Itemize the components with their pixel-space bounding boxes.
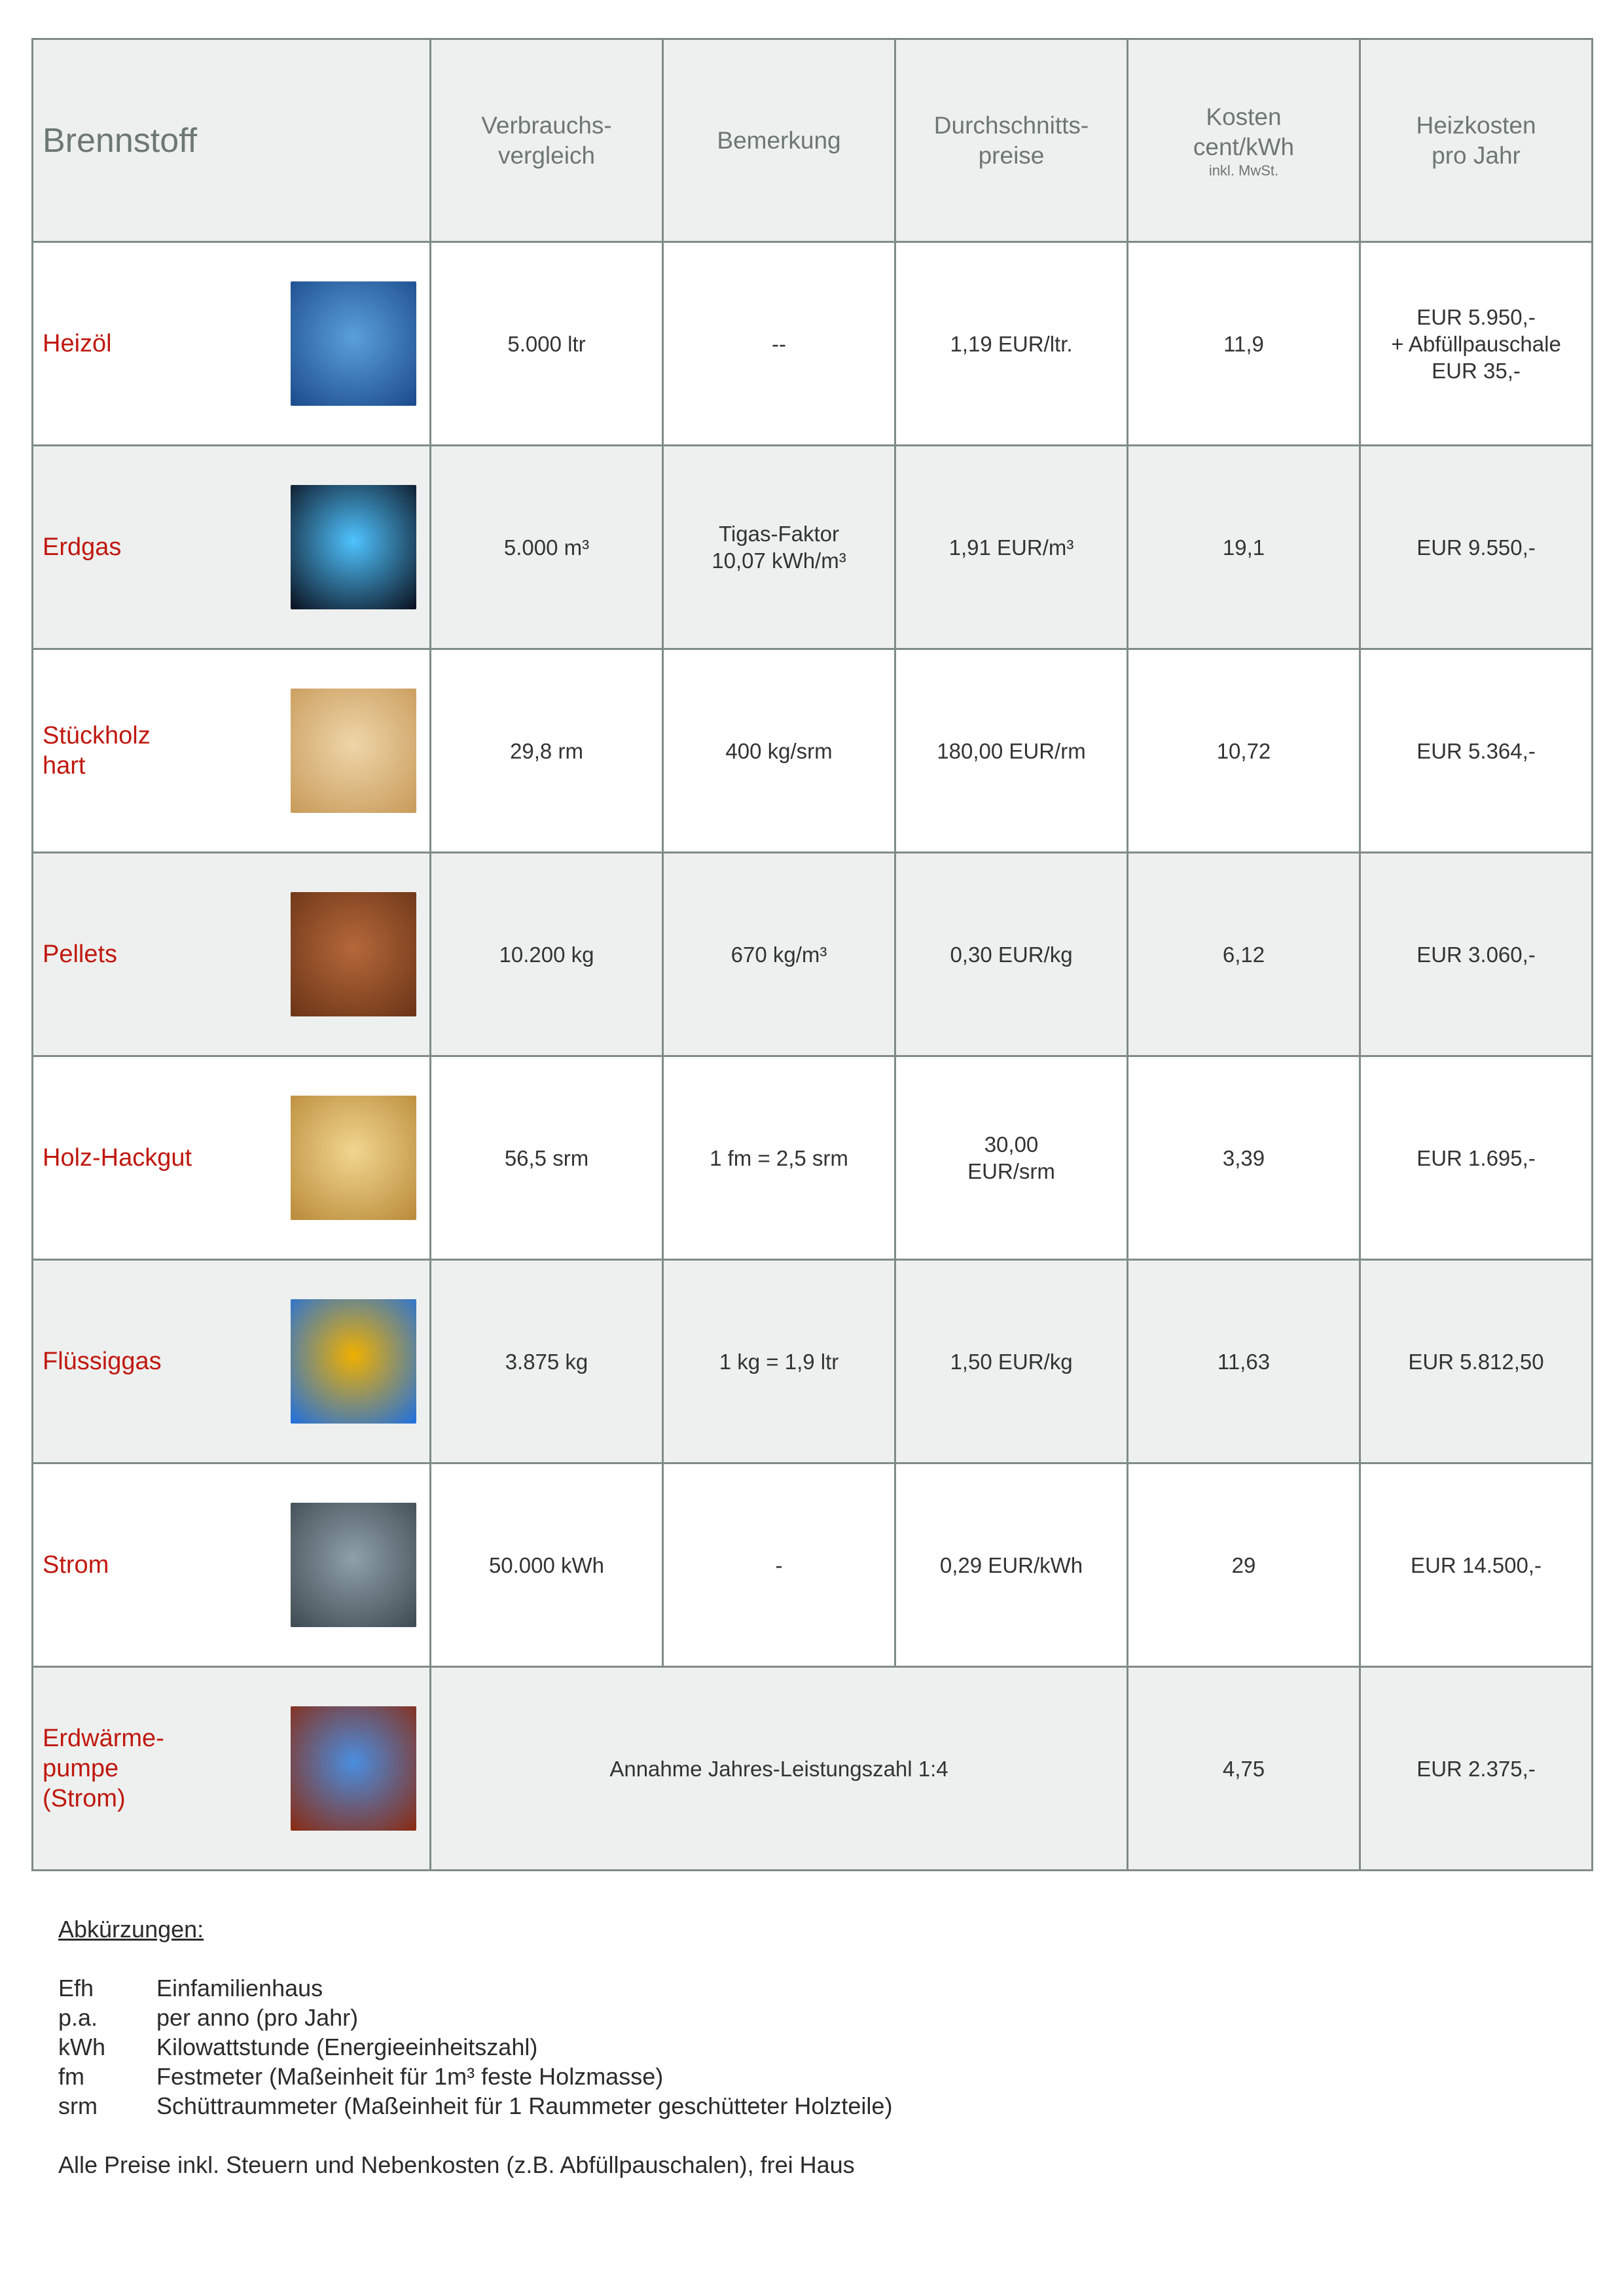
annual-cost-cell: EUR 9.550,-: [1360, 446, 1593, 649]
abbreviation-key: fm: [58, 2063, 84, 2090]
annual-cost-cell: EUR 2.375,-: [1360, 1667, 1593, 1871]
table-row: [33, 1463, 1593, 1667]
header-row: [33, 39, 1593, 242]
table-row: [33, 649, 1593, 853]
fuel-cell: [33, 1667, 431, 1871]
abbreviation-meaning: Einfamilienhaus: [156, 1975, 323, 2001]
cost-cell: 3,39: [1128, 1056, 1360, 1260]
pellets-icon: [291, 892, 416, 1016]
fuel-name: Erdwärme- pumpe (Strom): [43, 1725, 164, 1812]
consumption-cell: 50.000 kWh: [431, 1463, 663, 1667]
avg-price-cell: 1,91 EUR/m³: [895, 446, 1128, 649]
header-annual: Heizkosten pro Jahr: [1360, 39, 1593, 242]
header-cost: [1128, 39, 1360, 242]
wood-chips-icon: [291, 1096, 416, 1220]
remark-cell: -: [663, 1463, 895, 1667]
abbreviations-title: Abkürzungen:: [58, 1916, 204, 1943]
consumption-cell: 3.875 kg: [431, 1260, 663, 1463]
fuel-name: Erdgas: [43, 533, 122, 561]
avg-price-cell: 0,29 EUR/kWh: [895, 1463, 1128, 1667]
fuel-cell: [33, 853, 431, 1056]
fuel-name: Strom: [43, 1551, 109, 1579]
annual-cost-cell: EUR 5.950,- + Abfüllpauschale EUR 35,-: [1360, 242, 1593, 446]
abbreviation-meaning: per anno (pro Jahr): [156, 2004, 359, 2031]
abbreviation-meaning: Schüttraummeter (Maßeinheit für 1 Raummeter geschütteter Holzteile): [156, 2092, 893, 2119]
remark-cell: Tigas-Faktor 10,07 kWh/m³: [663, 446, 895, 649]
remark-cell: --: [663, 242, 895, 446]
consumption-cell: 5.000 ltr: [431, 242, 663, 446]
consumption-cell: 5.000 m³: [431, 446, 663, 649]
price-comparison-sheet: [31, 38, 1593, 1871]
annual-cost-cell: EUR 3.060,-: [1360, 853, 1593, 1056]
fuel-cell: [33, 446, 431, 649]
table-row: [33, 1056, 1593, 1260]
fuel-cost-table: [31, 38, 1593, 1871]
avg-price-cell: 1,19 EUR/ltr.: [895, 242, 1128, 446]
assumption-cell: Annahme Jahres-Leistungszahl 1:4: [431, 1667, 1128, 1871]
geothermal-icon: [291, 1706, 416, 1831]
table-row: [33, 1667, 1593, 1871]
gas-flame-icon: [291, 485, 416, 609]
abbreviation-item: [58, 1973, 892, 2003]
table-body: [33, 242, 1593, 1871]
remark-cell: 1 fm = 2,5 srm: [663, 1056, 895, 1260]
abbreviations-notes: [58, 1914, 892, 2179]
abbreviation-meaning: Festmeter (Maßeinheit für 1m³ feste Holzmasse): [156, 2063, 664, 2090]
light-bulb-icon: [291, 1503, 416, 1627]
fuel-name: Pellets: [43, 941, 118, 968]
cost-cell: 11,9: [1128, 242, 1360, 446]
avg-price-cell: 30,00 EUR/srm: [895, 1056, 1128, 1260]
abbreviation-item: [58, 2062, 892, 2091]
prices-footnote: Alle Preise inkl. Steuern und Nebenkosten (z.B. Abfüllpauschalen), frei Haus: [58, 2151, 855, 2178]
remark-cell: 670 kg/m³: [663, 853, 895, 1056]
consumption-cell: 29,8 rm: [431, 649, 663, 853]
avg-price-cell: 180,00 EUR/rm: [895, 649, 1128, 853]
header-remark: Bemerkung: [663, 39, 895, 242]
header-avg-price: Durchschnitts- preise: [895, 39, 1128, 242]
cost-cell: 10,72: [1128, 649, 1360, 853]
remark-cell: 1 kg = 1,9 ltr: [663, 1260, 895, 1463]
cost-cell: 29: [1128, 1463, 1360, 1667]
cost-cell: 6,12: [1128, 853, 1360, 1056]
table-row: [33, 853, 1593, 1056]
avg-price-cell: 1,50 EUR/kg: [895, 1260, 1128, 1463]
fuel-name: Stückholz hart: [43, 722, 151, 780]
remark-cell: 400 kg/srm: [663, 649, 895, 853]
fuel-name: Heizöl: [43, 330, 112, 357]
fuel-cell: [33, 1260, 431, 1463]
fuel-name: Flüssiggas: [43, 1348, 162, 1375]
abbreviation-item: [58, 2003, 892, 2032]
cost-cell: 11,63: [1128, 1260, 1360, 1463]
consumption-cell: 56,5 srm: [431, 1056, 663, 1260]
abbreviation-item: [58, 2032, 892, 2062]
abbreviations-list: [58, 1973, 892, 2121]
abbreviation-meaning: Kilowattstunde (Energieeinheitszahl): [156, 2034, 538, 2060]
consumption-cell: 10.200 kg: [431, 853, 663, 1056]
table-row: [33, 446, 1593, 649]
header-cost-note: inkl. MwSt.: [1208, 162, 1279, 179]
header-consumption: Verbrauchs- vergleich: [431, 39, 663, 242]
abbreviation-item: [58, 2091, 892, 2121]
abbreviation-key: p.a.: [58, 2004, 98, 2031]
abbreviation-key: kWh: [58, 2034, 105, 2060]
avg-price-cell: 0,30 EUR/kg: [895, 853, 1128, 1056]
annual-cost-cell: EUR 5.364,-: [1360, 649, 1593, 853]
annual-cost-cell: EUR 1.695,-: [1360, 1056, 1593, 1260]
fuel-cell: [33, 242, 431, 446]
annual-cost-cell: EUR 14.500,-: [1360, 1463, 1593, 1667]
balloon-icon: [291, 1299, 416, 1424]
fuel-cell: [33, 649, 431, 853]
fuel-cell: [33, 1463, 431, 1667]
table-row: [33, 1260, 1593, 1463]
table-row: [33, 242, 1593, 446]
fuel-name: Holz-Hackgut: [43, 1144, 192, 1172]
cost-cell: 4,75: [1128, 1667, 1360, 1871]
firewood-icon: [291, 689, 416, 813]
abbreviation-key: srm: [58, 2092, 98, 2119]
fuel-cell: [33, 1056, 431, 1260]
oil-rig-icon: [291, 281, 416, 406]
header-fuel: Brennstoff: [33, 39, 431, 242]
header-cost-label: Kosten cent/kWh: [1193, 103, 1295, 160]
abbreviation-key: Efh: [58, 1975, 94, 2001]
annual-cost-cell: EUR 5.812,50: [1360, 1260, 1593, 1463]
cost-cell: 19,1: [1128, 446, 1360, 649]
